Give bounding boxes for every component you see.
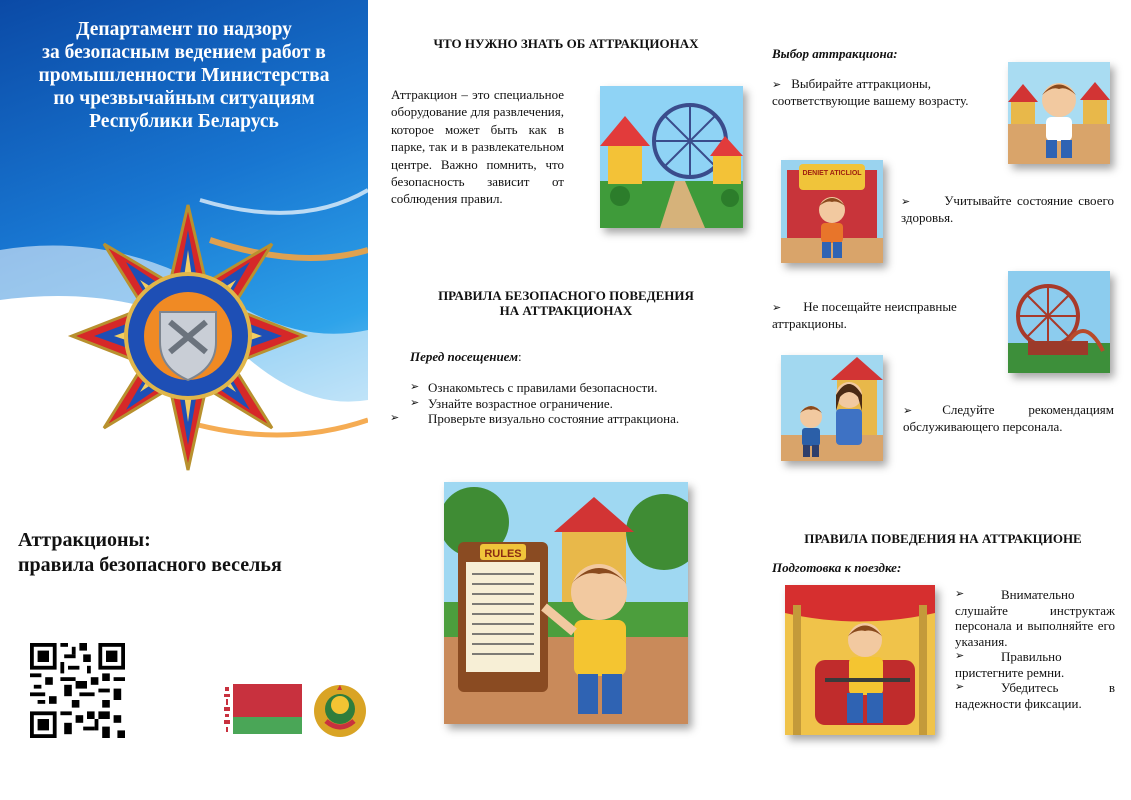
- child-at-gate-image: [781, 160, 883, 263]
- rules-sign-text: RULES: [484, 548, 522, 560]
- rules-heading-line: ПРАВИЛА БЕЗОПАСНОГО ПОВЕДЕНИЯ: [438, 288, 694, 303]
- belarus-coat-of-arms: [312, 683, 368, 739]
- list-item: [955, 649, 1115, 680]
- choice-item-text: Выбирайте аттракционы, соответствующие вашему возрасту.: [772, 76, 969, 108]
- before-visit-list: [410, 380, 712, 427]
- arrow-bullet-icon: ➢: [772, 79, 782, 91]
- belarus-flag: [222, 684, 302, 734]
- staff-helping-child-image: [781, 355, 883, 461]
- list-item: [955, 587, 1115, 649]
- about-paragraph: Аттракцион – это специальное оборудование для развлечения, которое может быть как в парке, так и в развлекательном центре. Важно помнить, что безопасность зависит от соблюдения правил.: [391, 87, 564, 207]
- brochure-title: [18, 528, 282, 578]
- before-visit-colon: :: [518, 349, 522, 364]
- rules-heading: [390, 288, 742, 318]
- arrow-bullet-icon: ➢: [901, 196, 911, 208]
- before-visit-label: [410, 349, 522, 365]
- cover-panel: [0, 0, 368, 500]
- onride-sub: Подготовка к поездке:: [772, 560, 902, 575]
- about-heading-text: ЧТО НУЖНО ЗНАТЬ ОБ АТТРАКЦИОНАХ: [433, 36, 699, 51]
- department-title-line: промышленности Министерства: [38, 65, 330, 86]
- rules-heading-line: НА АТТРАКЦИОНАХ: [499, 303, 633, 318]
- list-item: ➢ Проверьте визуально состояние аттракциона.: [390, 411, 712, 427]
- department-title-line: Республики Беларусь: [89, 111, 279, 132]
- choice-item-4: [903, 402, 1114, 435]
- onride-heading-text: ПРАВИЛА ПОВЕДЕНИЯ НА АТТРАКЦИОНЕ: [804, 531, 1082, 546]
- choice-item-text: Следуйте рекомендациям обслуживающего персонала.: [903, 402, 1114, 434]
- before-visit-label-text: Перед посещением: [410, 349, 519, 364]
- choice-item-1: [772, 76, 977, 109]
- choice-sign-text-span: DENIET ATICLIOL: [802, 170, 862, 177]
- onride-item-text: Правильно пристегните ремни.: [955, 649, 1065, 680]
- boy-on-carousel-image: [785, 585, 935, 735]
- arrow-bullet-icon: ➢: [772, 302, 782, 314]
- department-title-line: за безопасным ведением работ в: [42, 42, 326, 63]
- list-item: [955, 680, 1115, 711]
- department-title-line: по чрезвычайным ситуациям: [53, 88, 315, 109]
- onride-heading: [772, 531, 1114, 546]
- choice-item-text: Учитывайте состояние своего здоровья.: [901, 193, 1114, 225]
- qr-code[interactable]: [30, 643, 125, 738]
- choice-item-3: [772, 299, 977, 332]
- arrow-bullet-icon: ➢: [903, 405, 913, 417]
- child-reading-rules-image: [444, 482, 688, 724]
- choice-heading: Выбор аттракциона:: [772, 46, 898, 61]
- choice-item-text: Не посещайте неисправные аттракционы.: [772, 299, 957, 331]
- amusement-park-image: [600, 86, 743, 228]
- cover-decor: [0, 0, 368, 500]
- ferris-wheel-image: [1008, 271, 1110, 373]
- department-title-line: Департамент по надзору: [76, 19, 292, 40]
- onride-item-text: Убедитесь в надежности фиксации.: [955, 680, 1115, 711]
- about-heading: [390, 36, 742, 51]
- onride-item-text: Внимательно слушайте инструктаж персонала и выполняйте его указания.: [955, 587, 1115, 649]
- choice-item-2: [901, 193, 1114, 226]
- choice-sign-text: [802, 170, 862, 177]
- onride-list: [955, 587, 1115, 711]
- list-item: ➢ Ознакомьтесь с правилами безопасности.: [410, 380, 712, 396]
- list-item: ➢ Узнайте возрастное ограничение.: [410, 396, 712, 412]
- boy-running-image: [1008, 62, 1110, 164]
- brochure-title-line: правила безопасного веселья: [18, 554, 282, 576]
- brochure-title-line: Аттракционы:: [18, 529, 151, 551]
